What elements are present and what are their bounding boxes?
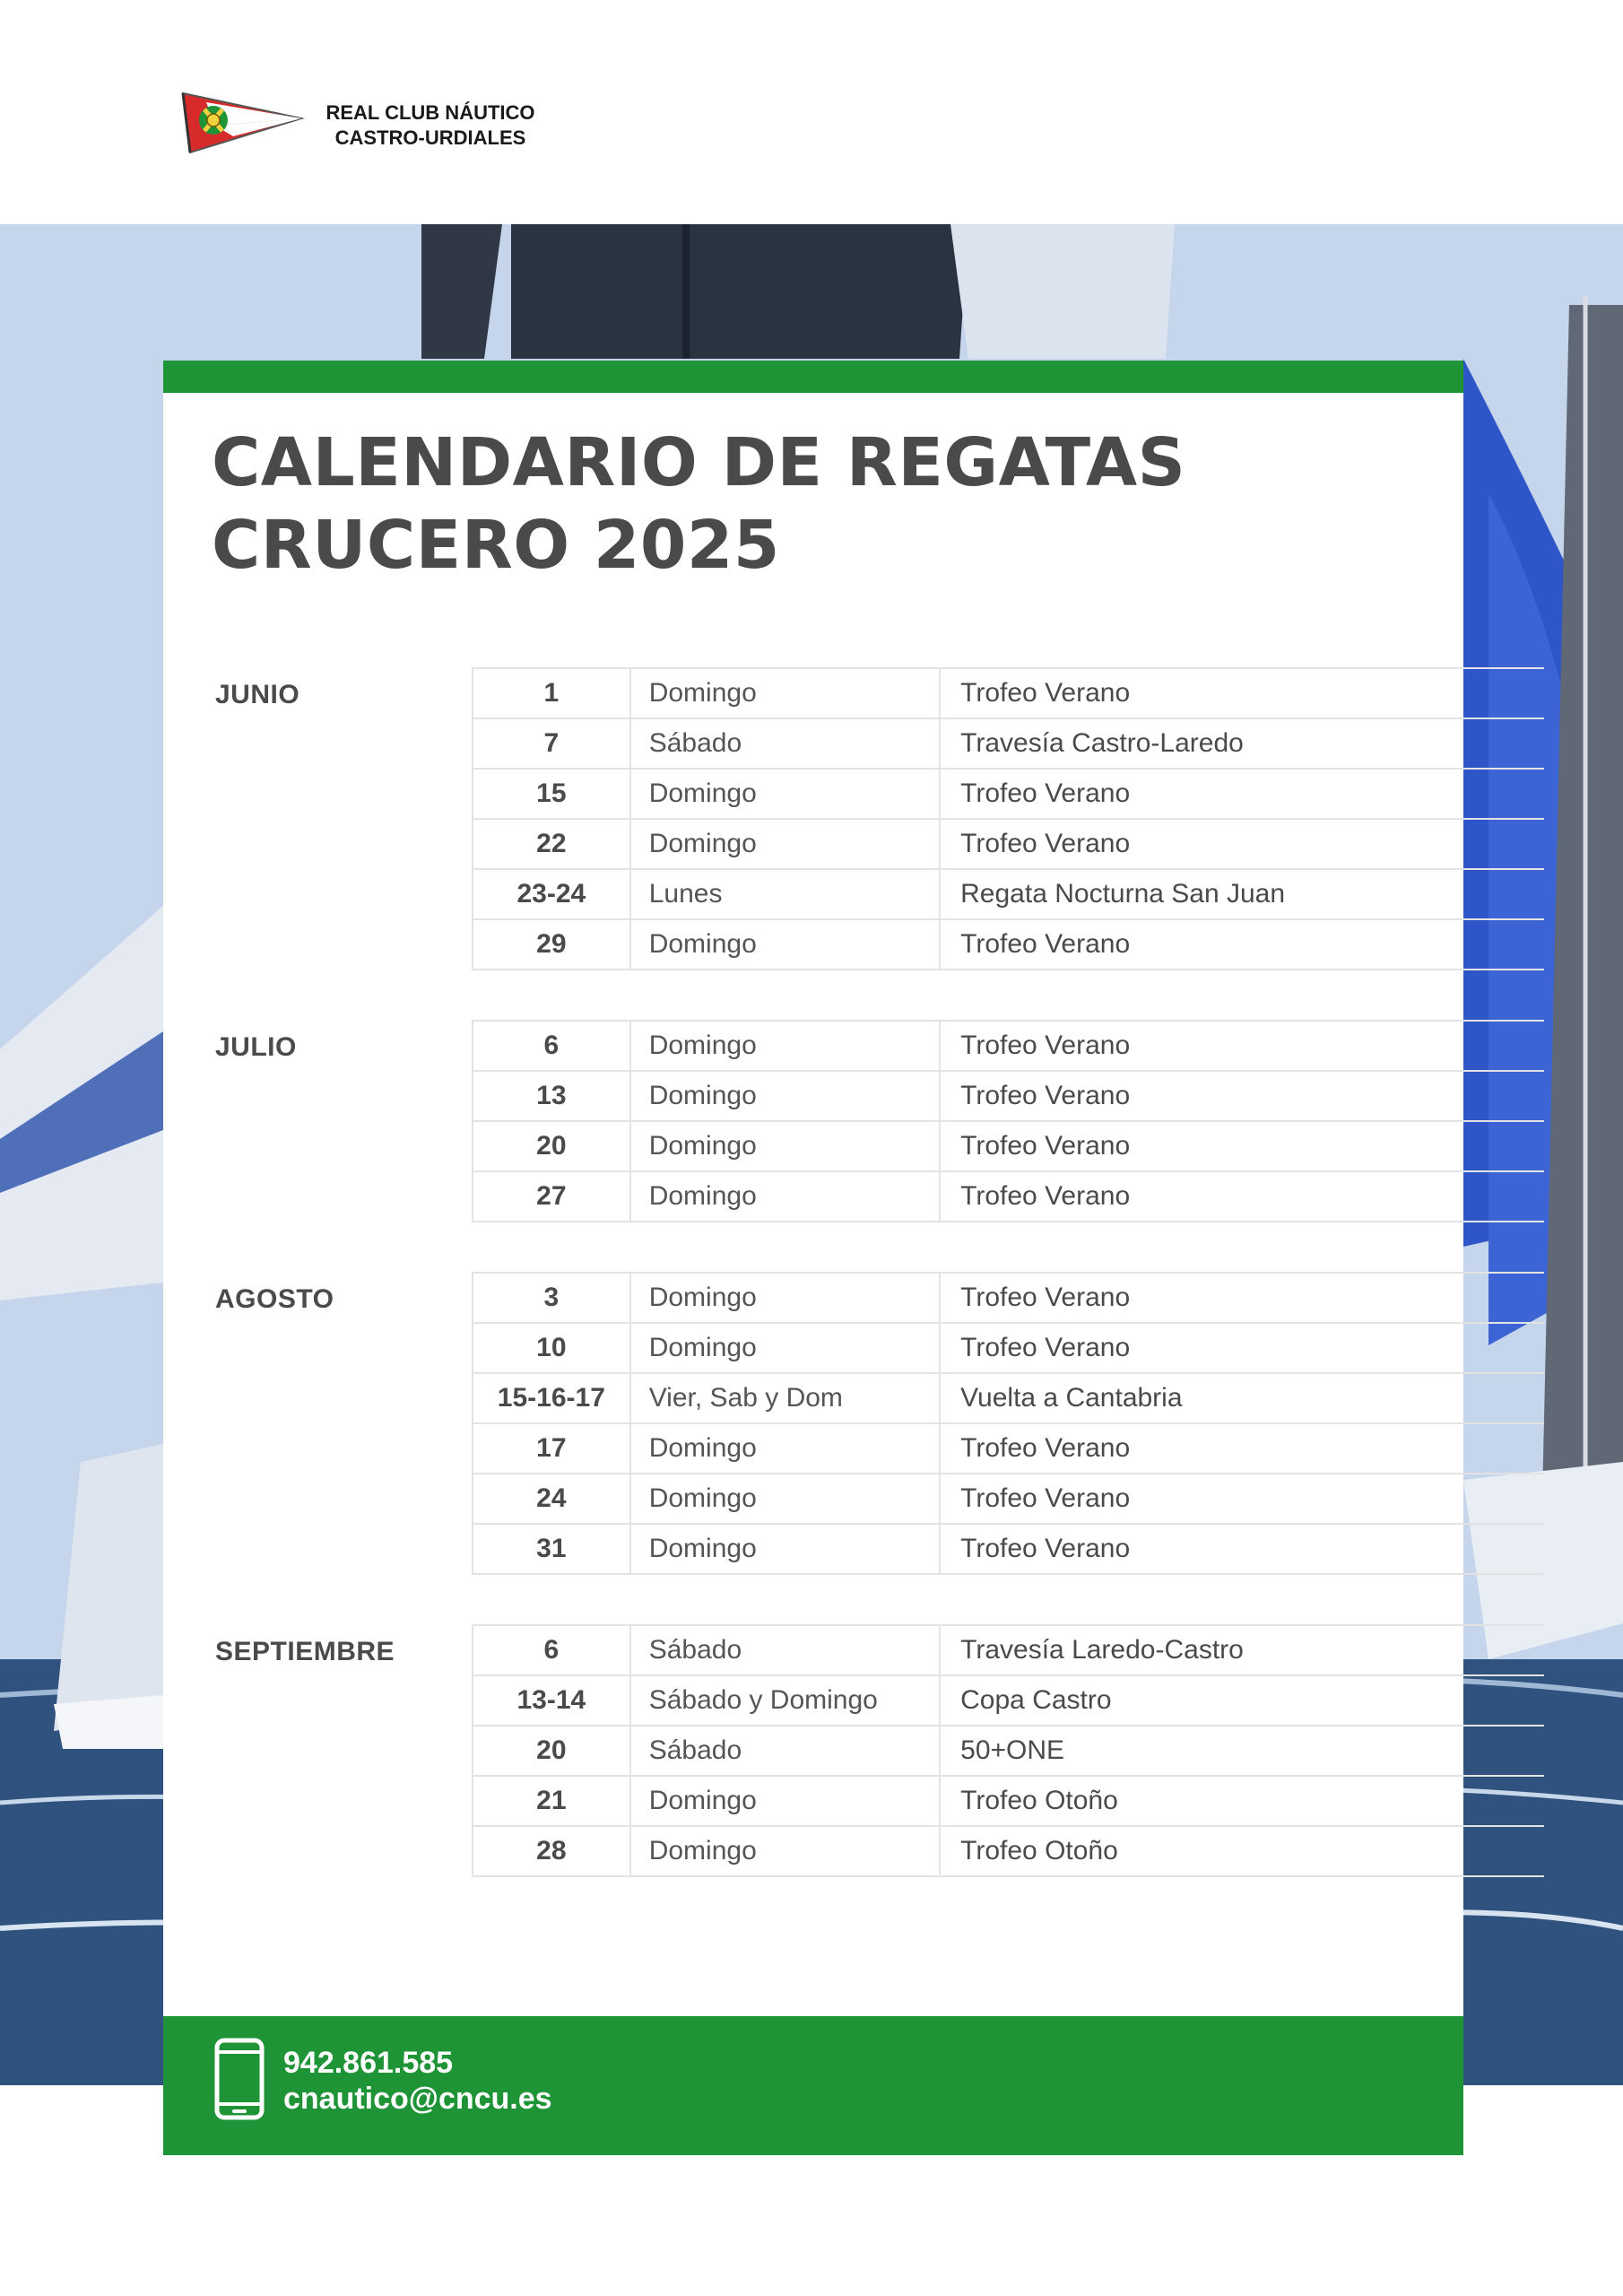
event-day: 23-24 <box>472 870 629 918</box>
month-label: SEPTIEMBRE <box>215 1637 395 1666</box>
event-name: Trofeo Verano <box>939 1324 1544 1372</box>
event-row <box>472 1120 1544 1170</box>
event-day: 28 <box>472 1827 629 1875</box>
event-row <box>472 1775 1544 1825</box>
month-group-septiembre <box>163 1624 1463 1877</box>
event-day: 31 <box>472 1525 629 1573</box>
event-weekday: Domingo <box>629 1777 939 1825</box>
event-row <box>472 1372 1544 1422</box>
contact-footer <box>163 2016 1463 2155</box>
event-name: Trofeo Verano <box>939 1474 1544 1523</box>
event-name: Vuelta a Cantabria <box>939 1374 1544 1422</box>
month-label: JULIO <box>215 1032 297 1062</box>
event-name: Trofeo Verano <box>939 820 1544 868</box>
event-day: 13 <box>472 1072 629 1120</box>
event-weekday: Lunes <box>629 870 939 918</box>
event-name: Trofeo Verano <box>939 1072 1544 1120</box>
month-group-julio <box>163 1020 1463 1222</box>
event-name: Trofeo Otoño <box>939 1777 1544 1825</box>
event-weekday: Domingo <box>629 1474 939 1523</box>
event-name: 50+ONE <box>939 1726 1544 1775</box>
event-row <box>472 918 1544 970</box>
event-row <box>472 1422 1544 1473</box>
event-row <box>472 1523 1544 1575</box>
event-weekday: Domingo <box>629 1022 939 1070</box>
event-day: 24 <box>472 1474 629 1523</box>
card-top-accent-bar <box>163 361 1463 393</box>
event-day: 20 <box>472 1726 629 1775</box>
event-row <box>472 1725 1544 1775</box>
month-events-table <box>472 1020 1544 1222</box>
event-weekday: Domingo <box>629 1122 939 1170</box>
event-name: Copa Castro <box>939 1676 1544 1725</box>
event-weekday: Domingo <box>629 1274 939 1322</box>
event-day: 22 <box>472 820 629 868</box>
smartphone-icon <box>213 2038 265 2120</box>
event-weekday: Domingo <box>629 1072 939 1120</box>
title-line1: CALENDARIO DE REGATAS <box>212 424 1186 501</box>
event-row <box>472 667 1544 718</box>
event-row <box>472 1070 1544 1120</box>
event-name: Trofeo Verano <box>939 1424 1544 1473</box>
event-name: Trofeo Verano <box>939 669 1544 718</box>
event-day: 21 <box>472 1777 629 1825</box>
event-name: Trofeo Verano <box>939 1172 1544 1221</box>
club-name-line2: CASTRO-URDIALES <box>334 126 526 149</box>
event-weekday: Domingo <box>629 920 939 969</box>
event-day: 17 <box>472 1424 629 1473</box>
event-name: Travesía Laredo-Castro <box>939 1626 1544 1674</box>
event-row <box>472 1674 1544 1725</box>
event-name: Trofeo Verano <box>939 920 1544 969</box>
header <box>0 0 1623 224</box>
event-day: 6 <box>472 1022 629 1070</box>
event-name: Trofeo Verano <box>939 1022 1544 1070</box>
month-label: JUNIO <box>215 680 300 709</box>
event-day: 29 <box>472 920 629 969</box>
month-events-table <box>472 667 1544 970</box>
event-weekday: Domingo <box>629 1827 939 1875</box>
event-name: Regata Nocturna San Juan <box>939 870 1544 918</box>
event-weekday: Sábado <box>629 1726 939 1775</box>
event-day: 3 <box>472 1274 629 1322</box>
event-name: Trofeo Verano <box>939 770 1544 818</box>
event-weekday: Domingo <box>629 1324 939 1372</box>
event-weekday: Sábado y Domingo <box>629 1676 939 1725</box>
event-row <box>472 1624 1544 1674</box>
club-name <box>314 100 547 151</box>
event-weekday: Domingo <box>629 770 939 818</box>
month-group-agosto <box>163 1272 1463 1575</box>
club-pennant-logo <box>179 90 305 161</box>
event-row <box>472 1825 1544 1877</box>
event-row <box>472 1322 1544 1372</box>
event-row <box>472 818 1544 868</box>
event-row <box>472 718 1544 768</box>
event-weekday: Domingo <box>629 1172 939 1221</box>
contact-email[interactable]: cnautico@cncu.es <box>283 2082 552 2116</box>
month-events-table <box>472 1272 1544 1575</box>
event-weekday: Domingo <box>629 1525 939 1573</box>
event-weekday: Domingo <box>629 820 939 868</box>
event-day: 10 <box>472 1324 629 1372</box>
event-weekday: Vier, Sab y Dom <box>629 1374 939 1422</box>
event-day: 7 <box>472 719 629 768</box>
event-day: 27 <box>472 1172 629 1221</box>
event-name: Trofeo Verano <box>939 1274 1544 1322</box>
regatta-schedule <box>163 667 1463 1926</box>
event-day: 13-14 <box>472 1676 629 1725</box>
event-day: 20 <box>472 1122 629 1170</box>
event-name: Trofeo Otoño <box>939 1827 1544 1875</box>
event-row <box>472 1272 1544 1322</box>
event-day: 6 <box>472 1626 629 1674</box>
title-line2: CRUCERO 2025 <box>212 507 780 584</box>
event-weekday: Domingo <box>629 669 939 718</box>
event-row <box>472 868 1544 918</box>
event-day: 15 <box>472 770 629 818</box>
page-title <box>212 422 1377 587</box>
event-name: Trofeo Verano <box>939 1122 1544 1170</box>
month-events-table <box>472 1624 1544 1877</box>
month-group-junio <box>163 667 1463 970</box>
event-row <box>472 768 1544 818</box>
event-row <box>472 1170 1544 1222</box>
event-row <box>472 1473 1544 1523</box>
contact-phone[interactable]: 942.861.585 <box>283 2046 454 2080</box>
event-row <box>472 1020 1544 1070</box>
event-weekday: Sábado <box>629 719 939 768</box>
event-weekday: Sábado <box>629 1626 939 1674</box>
event-name: Travesía Castro-Laredo <box>939 719 1544 768</box>
event-name: Trofeo Verano <box>939 1525 1544 1573</box>
month-label: AGOSTO <box>215 1284 334 1314</box>
club-name-line1: REAL CLUB NÁUTICO <box>325 101 535 124</box>
calendar-card <box>163 361 1463 2020</box>
event-day: 1 <box>472 669 629 718</box>
event-day: 15-16-17 <box>472 1374 629 1422</box>
event-weekday: Domingo <box>629 1424 939 1473</box>
